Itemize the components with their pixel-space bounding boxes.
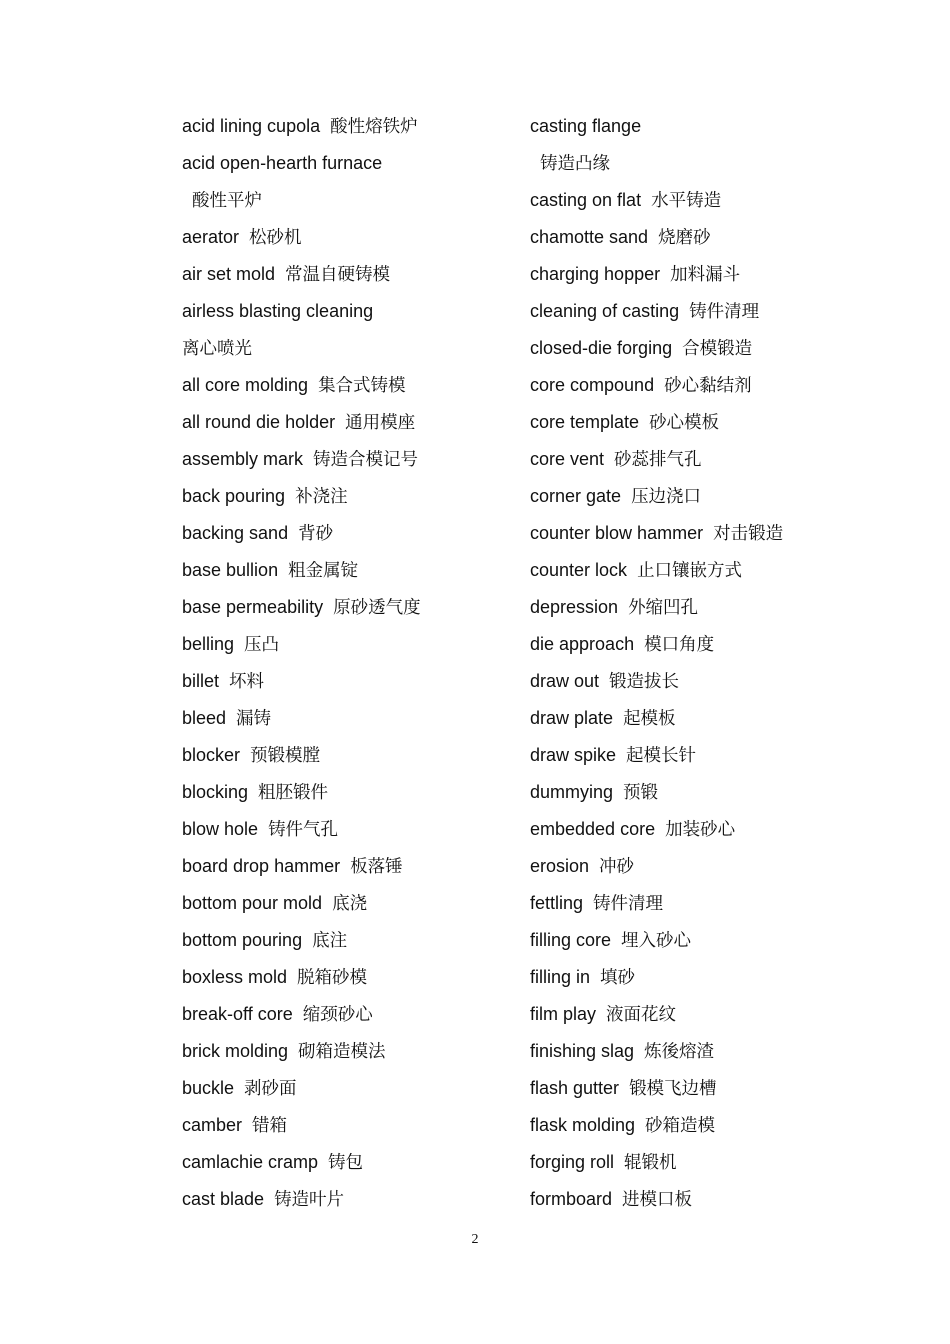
term-chinese: 错箱 [252, 1116, 288, 1136]
glossary-entry [182, 589, 512, 626]
term-english: acid lining cupola [182, 116, 321, 136]
glossary-entry [530, 1181, 860, 1218]
term-chinese: 常温自硬铸模 [285, 265, 391, 285]
glossary-entry [182, 219, 512, 256]
term-english: flask molding [530, 1115, 636, 1135]
glossary-entry [530, 626, 860, 663]
glossary-entry [530, 959, 860, 996]
glossary-entry [182, 404, 512, 441]
term-english: cleaning of casting [530, 301, 680, 321]
term-english: bottom pouring [182, 930, 303, 950]
term-chinese: 酸性平炉 [192, 191, 262, 211]
page-number: 2 [471, 1232, 479, 1247]
term-english: film play [530, 1004, 597, 1024]
term-english: bottom pour mold [182, 893, 323, 913]
term-english: filling in [530, 967, 591, 987]
term-chinese: 粗金属锭 [288, 561, 359, 581]
term-english: acid open-hearth furnace [182, 153, 383, 173]
term-english: board drop hammer [182, 856, 341, 876]
glossary-entry [182, 256, 512, 293]
term-chinese: 缩颈砂心 [302, 1005, 373, 1025]
glossary-entry [182, 515, 512, 552]
term-english: forging roll [530, 1152, 615, 1172]
term-english: chamotte sand [530, 227, 649, 247]
glossary-entry [182, 848, 512, 885]
term-english: core vent [530, 449, 605, 469]
term-chinese: 预锻模膛 [250, 746, 321, 766]
glossary-entry [530, 256, 860, 293]
term-chinese: 砂箱造模 [645, 1116, 716, 1136]
term-chinese: 酸性熔铁炉 [330, 117, 418, 137]
term-english: break-off core [182, 1004, 293, 1024]
term-chinese: 起模板 [623, 709, 676, 729]
glossary-entry [182, 441, 512, 478]
term-chinese: 坏料 [229, 672, 265, 692]
term-english: closed-die forging [530, 338, 673, 358]
term-chinese: 脱箱砂模 [297, 968, 368, 988]
glossary-entry [530, 1070, 860, 1107]
term-chinese: 底浇 [332, 894, 368, 914]
term-chinese: 集合式铸模 [318, 376, 406, 396]
term-english: embedded core [530, 819, 656, 839]
term-english: buckle [182, 1078, 235, 1098]
term-english: billet [182, 671, 220, 691]
term-english: formboard [530, 1189, 613, 1209]
term-english: casting on flat [530, 190, 642, 210]
term-chinese: 炼後熔渣 [644, 1042, 715, 1062]
glossary-entry [182, 774, 512, 811]
term-english: draw plate [530, 708, 614, 728]
glossary-entry [530, 552, 860, 589]
glossary-entry [182, 922, 512, 959]
term-english: boxless mold [182, 967, 288, 987]
term-english: base bullion [182, 560, 279, 580]
glossary-entry [182, 737, 512, 774]
term-english: filling core [530, 930, 612, 950]
glossary-entry [530, 1033, 860, 1070]
term-chinese: 漏铸 [236, 709, 272, 729]
term-chinese: 起模长针 [626, 746, 697, 766]
glossary-entry [530, 774, 860, 811]
term-chinese: 进模口板 [622, 1190, 693, 1210]
glossary-entry [182, 1181, 512, 1218]
term-chinese: 锻模飞边槽 [629, 1079, 717, 1099]
term-english: cast blade [182, 1189, 265, 1209]
term-chinese: 埋入砂心 [621, 931, 692, 951]
term-english: belling [182, 634, 235, 654]
glossary-entry [182, 478, 512, 515]
term-english: counter blow hammer [530, 523, 704, 543]
term-english: blocking [182, 782, 249, 802]
term-chinese: 水平铸造 [651, 191, 722, 211]
glossary-entry [182, 700, 512, 737]
term-english: air set mold [182, 264, 276, 284]
term-english: core template [530, 412, 640, 432]
glossary-entry [182, 885, 512, 922]
term-english: base permeability [182, 597, 324, 617]
glossary-entry [530, 663, 860, 700]
glossary-entry [530, 441, 860, 478]
glossary-entry [530, 145, 860, 182]
term-english: camber [182, 1115, 243, 1135]
term-chinese: 加装砂心 [665, 820, 736, 840]
glossary-entry [182, 1144, 512, 1181]
glossary-entry [182, 367, 512, 404]
term-chinese: 通用模座 [345, 413, 416, 433]
term-chinese: 外缩凹孔 [628, 598, 699, 618]
term-english: corner gate [530, 486, 622, 506]
term-chinese: 锻造拔长 [609, 672, 680, 692]
term-english: draw out [530, 671, 600, 691]
term-chinese: 烧磨砂 [658, 228, 711, 248]
term-english: brick molding [182, 1041, 289, 1061]
glossary-entry [530, 219, 860, 256]
glossary-entry [530, 885, 860, 922]
term-chinese: 原砂透气度 [333, 598, 421, 618]
glossary-entry [530, 293, 860, 330]
term-chinese: 压凸 [244, 635, 280, 655]
term-chinese: 加料漏斗 [670, 265, 741, 285]
term-chinese: 砌箱造模法 [298, 1042, 386, 1062]
term-english: all round die holder [182, 412, 336, 432]
term-chinese: 铸造合模记号 [313, 450, 419, 470]
term-english: all core molding [182, 375, 309, 395]
glossary-entry [182, 663, 512, 700]
term-english: charging hopper [530, 264, 661, 284]
term-english: flash gutter [530, 1078, 620, 1098]
term-chinese: 压边浇口 [631, 487, 702, 507]
term-english: draw spike [530, 745, 617, 765]
glossary-entry [182, 1070, 512, 1107]
term-english: blow hole [182, 819, 259, 839]
glossary-entry [182, 145, 512, 182]
glossary-entry [182, 996, 512, 1033]
term-chinese: 预锻 [623, 783, 659, 803]
term-english: dummying [530, 782, 614, 802]
right-glossary-column [530, 108, 860, 1218]
glossary-entry [182, 1033, 512, 1070]
term-chinese: 底注 [312, 931, 348, 951]
term-chinese: 离心喷光 [182, 339, 252, 359]
term-chinese: 模口角度 [644, 635, 715, 655]
glossary-entry [182, 1107, 512, 1144]
term-english: erosion [530, 856, 590, 876]
term-english: airless blasting cleaning [182, 301, 374, 321]
term-chinese: 止口镶嵌方式 [637, 561, 743, 581]
glossary-entry [182, 552, 512, 589]
glossary-entry [530, 108, 860, 145]
term-english: aerator [182, 227, 240, 247]
term-chinese: 板落锤 [350, 857, 403, 877]
term-english: camlachie cramp [182, 1152, 319, 1172]
term-chinese: 填砂 [600, 968, 636, 988]
term-chinese: 冲砂 [599, 857, 635, 877]
glossary-entry [530, 996, 860, 1033]
term-english: depression [530, 597, 619, 617]
term-chinese: 剥砂面 [244, 1079, 297, 1099]
term-chinese: 砂心黏结剂 [664, 376, 752, 396]
glossary-entry [530, 737, 860, 774]
glossary-entry [530, 589, 860, 626]
term-english: bleed [182, 708, 227, 728]
term-chinese: 对击锻造 [713, 524, 784, 544]
glossary-entry [182, 626, 512, 663]
glossary-entry [530, 848, 860, 885]
term-english: fettling [530, 893, 584, 913]
term-chinese: 铸件清理 [689, 302, 760, 322]
term-english: casting flange [530, 116, 642, 136]
term-chinese: 砂心模板 [649, 413, 720, 433]
glossary-entry [530, 700, 860, 737]
term-english: blocker [182, 745, 241, 765]
glossary-entry [182, 959, 512, 996]
glossary-entry [530, 182, 860, 219]
glossary-entry [182, 330, 512, 367]
glossary-entry [182, 811, 512, 848]
term-english: die approach [530, 634, 635, 654]
glossary-entry [182, 108, 512, 145]
term-chinese: 铸包 [328, 1153, 364, 1173]
term-english: finishing slag [530, 1041, 635, 1061]
glossary-entry [530, 478, 860, 515]
glossary-entry [530, 1107, 860, 1144]
term-chinese: 辊锻机 [624, 1153, 677, 1173]
term-english: backing sand [182, 523, 289, 543]
term-chinese: 砂蕊排气孔 [614, 450, 702, 470]
left-glossary-column [182, 108, 512, 1218]
term-chinese: 粗胚锻件 [258, 783, 329, 803]
glossary-entry [530, 404, 860, 441]
term-chinese: 铸件气孔 [268, 820, 339, 840]
term-chinese: 松砂机 [249, 228, 302, 248]
term-chinese: 铸件清理 [593, 894, 664, 914]
glossary-entry [530, 330, 860, 367]
term-english: back pouring [182, 486, 286, 506]
term-english: assembly mark [182, 449, 304, 469]
term-chinese: 背砂 [298, 524, 334, 544]
term-english: counter lock [530, 560, 628, 580]
term-chinese: 铸造叶片 [274, 1190, 345, 1210]
glossary-entry [530, 1144, 860, 1181]
glossary-entry [530, 922, 860, 959]
glossary-entry [530, 811, 860, 848]
glossary-entry [530, 367, 860, 404]
glossary-entry [530, 515, 860, 552]
term-chinese: 补浇注 [295, 487, 348, 507]
term-english: core compound [530, 375, 655, 395]
term-chinese: 合模锻造 [682, 339, 753, 359]
glossary-entry [182, 293, 512, 330]
term-chinese: 铸造凸缘 [540, 154, 610, 174]
glossary-entry [182, 182, 512, 219]
term-chinese: 液面花纹 [606, 1005, 677, 1025]
